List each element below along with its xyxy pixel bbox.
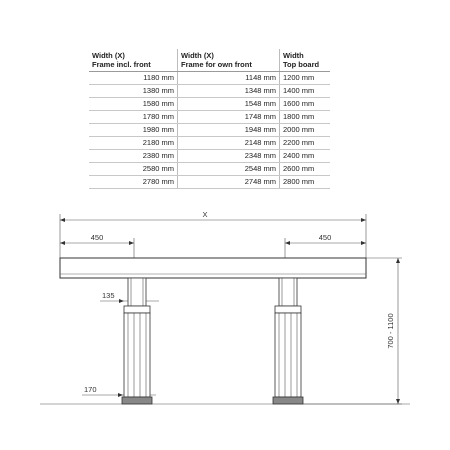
cell-top-board: 1200 mm [280,72,331,85]
right-leg-column [273,278,303,404]
arrow-head [361,241,366,245]
cell-top-board: 2800 mm [280,176,331,189]
cell-top-board: 1600 mm [280,98,331,111]
height-range-label: 700 - 1100 [386,313,395,349]
cell-frame-incl-front: 1780 mm [89,111,178,124]
arrow-head [60,241,65,245]
cell-frame-own-front: 1748 mm [178,111,280,124]
arrow-head [396,399,400,404]
cell-top-board: 1800 mm [280,111,331,124]
cell-frame-own-front: 1548 mm [178,98,280,111]
cell-top-board: 2200 mm [280,137,331,150]
overall-width-label: X [202,210,208,219]
header-line1: Width (X) [92,51,125,60]
arrow-head [285,241,290,245]
header-line2: Top board [283,60,320,69]
arrow-head [129,241,134,245]
upper-column-segment [279,278,297,306]
cell-frame-incl-front: 2580 mm [89,163,178,176]
cell-frame-own-front: 2348 mm [178,150,280,163]
right-overhang-label: 450 [318,233,332,242]
cell-frame-own-front: 1948 mm [178,124,280,137]
cell-top-board: 2400 mm [280,150,331,163]
arrow-head [361,218,366,222]
cell-frame-incl-front: 1180 mm [89,72,178,85]
cell-frame-incl-front: 1580 mm [89,98,178,111]
cell-frame-own-front: 2548 mm [178,163,280,176]
cell-frame-own-front: 2148 mm [178,137,280,150]
dimension-arrows [60,218,400,404]
arrow-head [60,218,65,222]
top-board [60,258,366,278]
header-line2: Frame for own front [181,60,252,69]
left-leg-column [122,278,152,404]
foot [122,397,152,404]
cell-top-board: 2600 mm [280,163,331,176]
arrow-head [119,299,124,303]
cell-frame-incl-front: 1380 mm [89,85,178,98]
cell-frame-incl-front: 1980 mm [89,124,178,137]
cell-top-board: 2000 mm [280,124,331,137]
column-collar [124,306,150,313]
dimension-lines [40,214,410,404]
lower-column-label: 170 [84,385,97,394]
cell-top-board: 1400 mm [280,85,331,98]
left-overhang-label: 450 [90,233,104,242]
header-line1: Width [283,51,304,60]
cell-frame-own-front: 1348 mm [178,85,280,98]
cell-frame-incl-front: 2180 mm [89,137,178,150]
foot [273,397,303,404]
cell-frame-incl-front: 2380 mm [89,150,178,163]
cell-frame-own-front: 1148 mm [178,72,280,85]
upper-column-label: 135 [102,291,115,300]
upper-column-segment [128,278,146,306]
cell-frame-own-front: 2748 mm [178,176,280,189]
column-collar [275,306,301,313]
cell-frame-incl-front: 2780 mm [89,176,178,189]
header-line1: Width (X) [181,51,214,60]
arrow-head [396,258,400,263]
arrow-head [118,393,123,397]
header-line2: Frame incl. front [92,60,151,69]
